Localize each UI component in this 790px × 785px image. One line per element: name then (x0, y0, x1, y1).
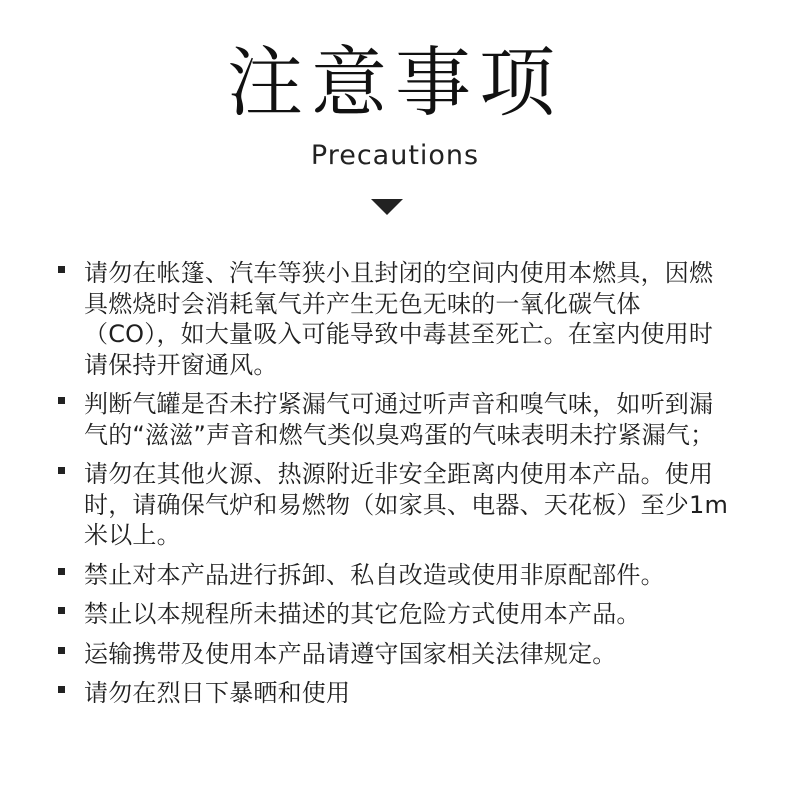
list-item (56, 560, 736, 591)
list-item (56, 258, 736, 380)
page-subtitle: Precautions (310, 140, 480, 171)
square-bullet-icon (58, 397, 65, 404)
down-triangle-icon (371, 199, 403, 215)
list-item-text: 请勿在其他火源、热源附近非安全距离内使用本产品。使用时，请确保气炉和易燃物（如家具、电器、天花板）至少1m米以上。 (84, 460, 729, 549)
page-header (0, 28, 790, 174)
list-item (56, 459, 736, 551)
list-item (56, 639, 736, 670)
list-item (56, 678, 736, 709)
list-item-text: 请勿在帐篷、汽车等狭小且封闭的空间内使用本燃具，因燃具燃烧时会消耗氧气并产生无色无味的一氧化碳气体（CO），如大量吸入可能导致中毒甚至死亡。在室内使用时请保持开窗通风。 (84, 259, 714, 379)
list-item (56, 599, 736, 630)
list-item (56, 389, 736, 450)
list-item-text: 请勿在烈日下暴晒和使用 (84, 679, 351, 707)
list-item-text: 运输携带及使用本产品请遵守国家相关法律规定。 (84, 639, 617, 668)
list-item-text: 禁止对本产品进行拆卸、私自改造或使用非原配部件。 (84, 560, 665, 589)
square-bullet-icon (58, 266, 65, 273)
list-item-text: 判断气罐是否未拧紧漏气可通过听声音和嗅气味，如听到漏气的“滋滋”声音和燃气类似臭鸡蛋的气味表明未拧紧漏气； (84, 390, 715, 449)
square-bullet-icon (58, 686, 65, 693)
square-bullet-icon (58, 467, 65, 474)
precautions-list (56, 258, 736, 718)
square-bullet-icon (58, 568, 65, 575)
list-item-text: 禁止以本规程所未描述的其它危险方式使用本产品。 (84, 600, 641, 628)
square-bullet-icon (58, 647, 65, 654)
page-title: 注意事项 (227, 38, 563, 127)
square-bullet-icon (58, 607, 65, 614)
